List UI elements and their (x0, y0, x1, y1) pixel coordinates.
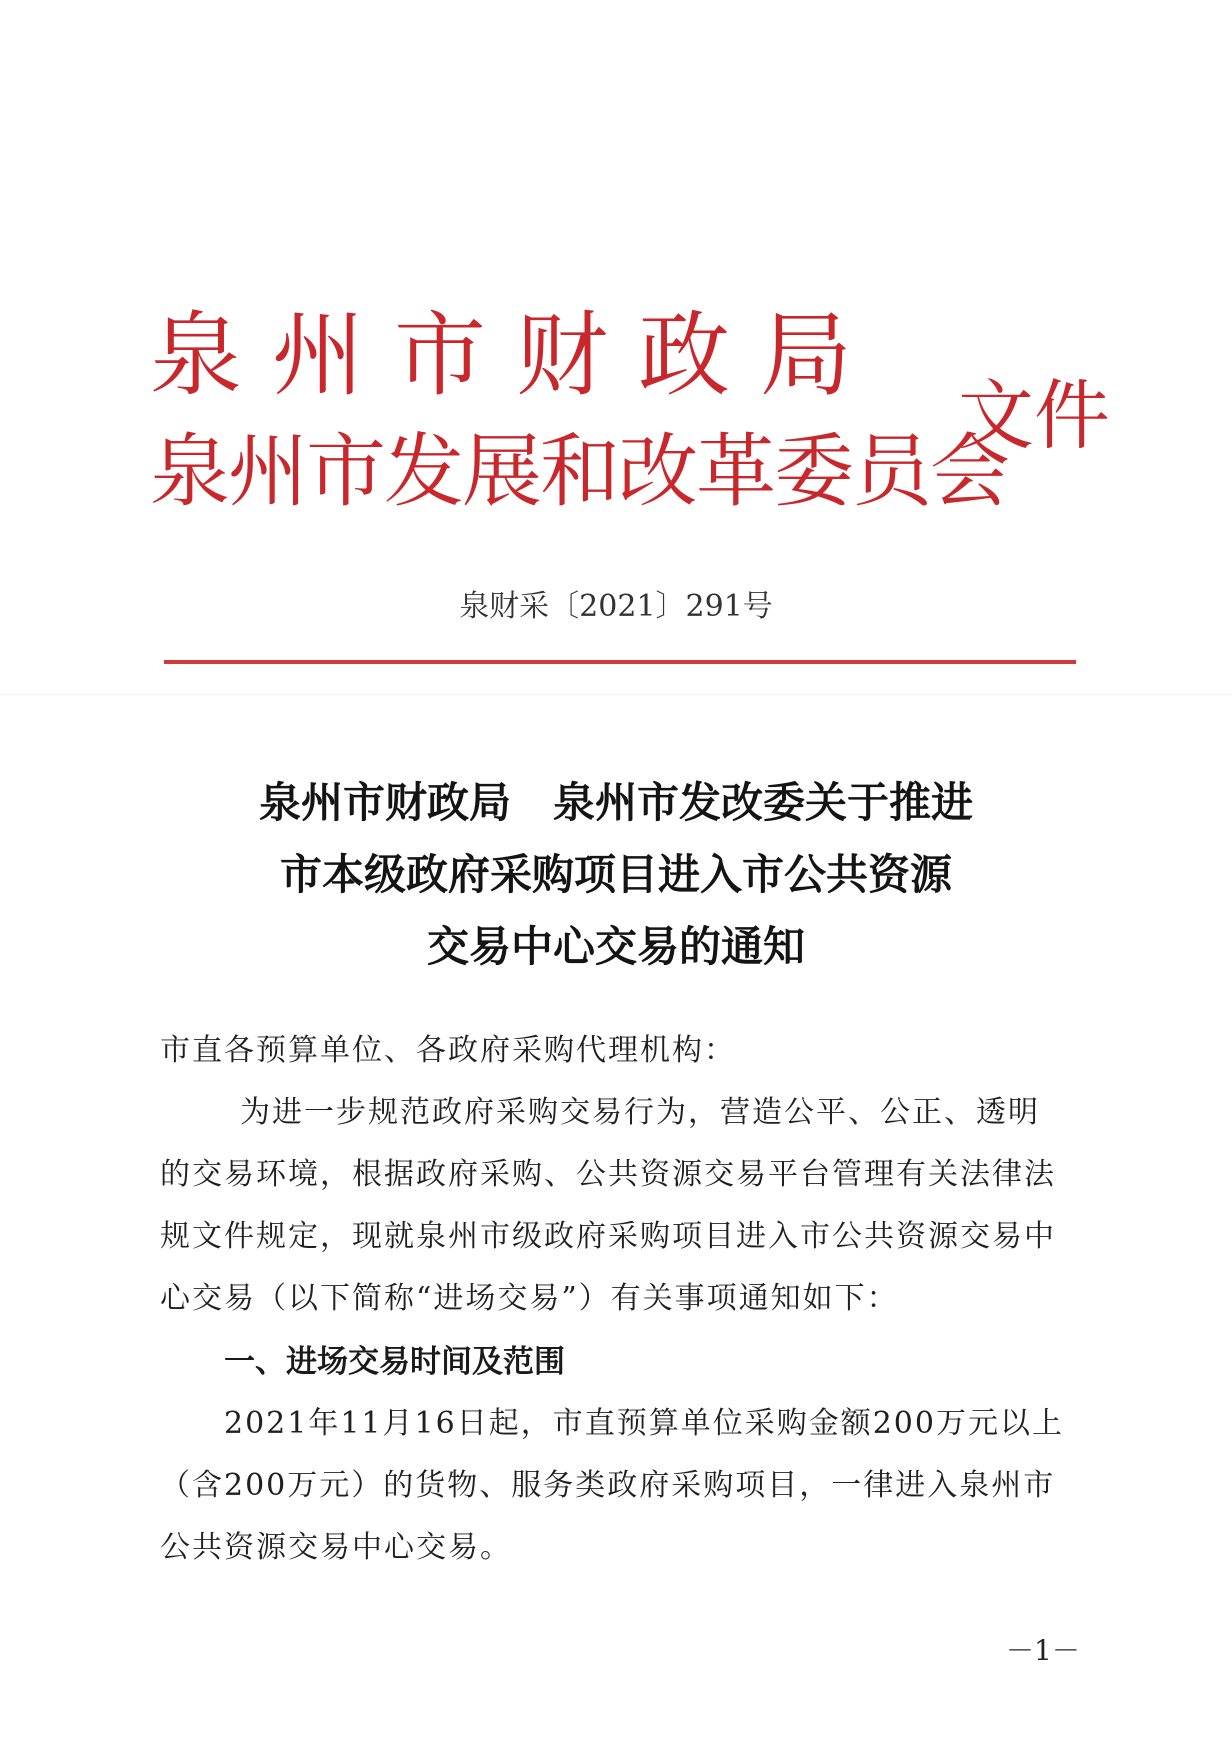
section-1-heading: 一、进场交易时间及范围 (224, 1344, 565, 1380)
notice-title-line-1: 泉州市财政局 泉州市发改委关于推进 (258, 778, 973, 827)
notice-title-line-3: 交易中心交易的通知 (426, 922, 805, 971)
paragraph-1-line-3: 规文件规定，现就泉州市级政府采购项目进入市公共资源交易中 (160, 1219, 1056, 1254)
paragraph-1-line-4: 心交易（以下简称“进场交易”）有关事项通知如下： (160, 1281, 899, 1316)
issuer-line-1: 泉州市财政局 (150, 302, 883, 409)
paragraph-1-line-1: 为进一步规范政府采购交易行为，营造公平、公正、透明 (240, 1095, 1040, 1130)
addressee-line: 市直各预算单位、各政府采购代理机构： (160, 1033, 736, 1068)
issuer-line-2: 泉州市发展和改革委员会 (150, 425, 1008, 518)
paragraph-2-line-3: 公共资源交易中心交易。 (160, 1530, 512, 1565)
page-number: －1－ (1006, 1634, 1080, 1667)
page-fold-line (0, 694, 1232, 695)
document-type-label: 文件 (958, 371, 1110, 460)
paragraph-2-line-1: 2021年11月16日起，市直预算单位采购金额200万元以上 (224, 1406, 1064, 1441)
red-divider-line (164, 660, 1076, 664)
paragraph-1-line-2: 的交易环境，根据政府采购、公共资源交易平台管理有关法律法 (160, 1157, 1056, 1192)
paragraph-2-line-2: （含200万元）的货物、服务类政府采购项目，一律进入泉州市 (160, 1468, 1056, 1503)
document-number: 泉财采〔2021〕291号 (459, 589, 773, 624)
notice-title-line-2: 市本级政府采购项目进入市公共资源 (279, 850, 952, 899)
